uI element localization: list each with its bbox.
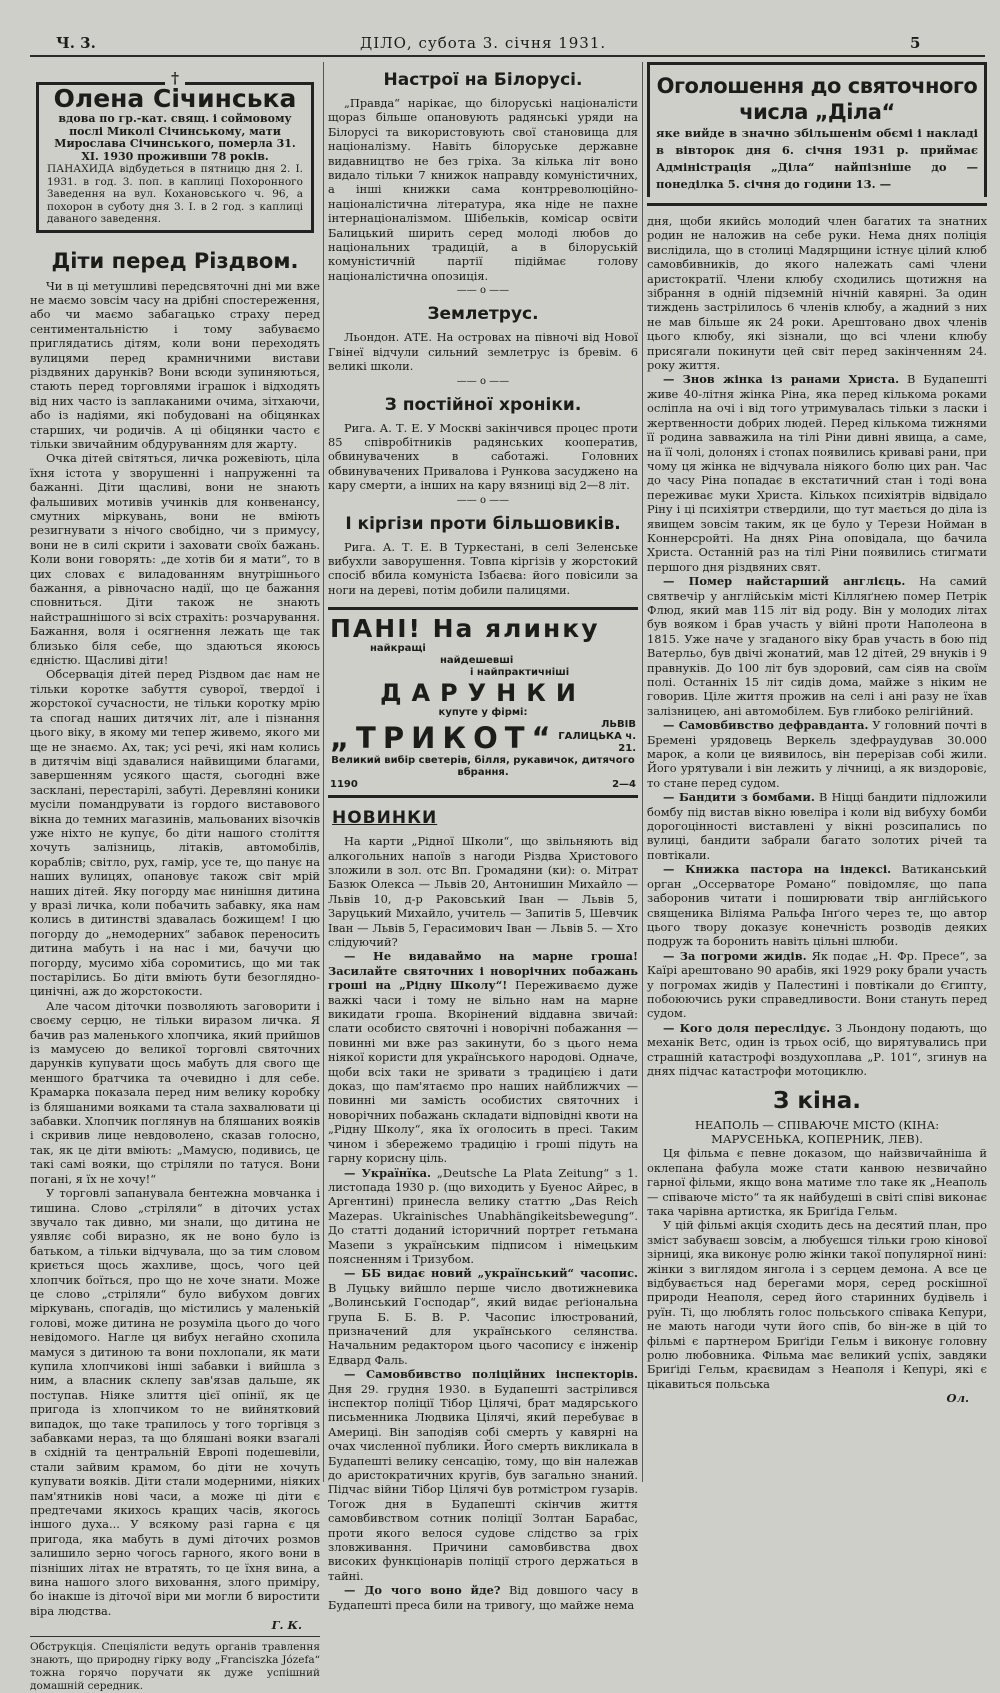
advert-text: купуте у фірмі: (438, 707, 528, 719)
cinema-paragraph: У цій фільмі акція сходить десь на десятий план, про зміст забуваєш зовсім, а любуєшся тільки грою кінової зірниці, яка виконує ролю жінки такої популярної нині: жінки з виглядом янгола і з серцем демона. А все це відбувається над берегами моря, серед роскішної природи Неаполя, серед його старинних будівель і руїн. Ті, що люблять голос польського співака Кепури, не мають нагоди чути його спів, бо він-же в цій то фільмі є партнером Бриґіди Гельм і виконує головну ролю любовника. Фільма має великий успіх, завдяки Бриґіді Гельм, краєвидам з Неаполя і Кепурі, які є цікавиться польська (647, 1218, 987, 1391)
section-title: Настрої на Білорусі. (383, 70, 583, 90)
page-header (0, 0, 1000, 56)
news-body: На самий святвечір у англійськім місті Кілляґнею помер Петрік Флюд, який мав 115 літ від роду. Він у молодих літах був вояком і брав участь у війні проти Наполеона в 1815. Уже наче у згаданого віку брав участь в бою під Ватерльо, був двічі жонатий, мав 12 дітей, 29 внуків і 9 правнуків. До 100 літ був здоровий, сам сіяв на своїм полі. Останніх 15 літ сидів дома, майже з ніким не говорив. Ціле життя прожив на селі і ані разу не їхав залізницею, ані автомобілем. Був глибоко релігійний. (647, 574, 988, 718)
column-divider (642, 62, 643, 1482)
news-lead: — Не видаваймо на марне гроша! Засилайте святочних і новорічних побажань гроші на „Рідну Школу“! (328, 949, 638, 993)
advert-text: Великий вибір светерів, білля, рукавичок, дитячого вбрання. (331, 755, 635, 779)
article-paragraph: У торговлі запанувала бентежна мовчанка і тишина. Слово „стріляли“ в діточих устах звучало так дивно, ми знали, що дитина не уявляє собі виразно, як не воно було із батьком, а тільки відчувала, що за тим словом криється щось жахливе, щось, чого цей хлопчик боїться, про що не хоче знати. Може це слово „стріляли“ було вибухом довгих міркувань, спогадів, що містились у маленькій голові, може дитина не розуміла цього до чого невідомого. Нагле ця вибух негайно схопила мамуся з дитиною та вони похлопали, як мати купила хлопчикові інші забавки і вийшла з ним, а власник склепу зав'язав дальше, як поступав. Ніяке злиття цієї опінії, як це пригода із хлопчиком то не вийнятковий випадок, що таке трапилось у того торгівця з забавками нераз, та що бляшані вояки взагалі в східній та центральній Европі подешевіли, стали зайвим крамом, бо діти не хочуть купувати вояків. Діти стали модерними, ніяких пам'ятників нові часи, а може ці діти є предтечами якихось кращих часів, якогось іншого духа... У всякому разі гарна є ця пригода, яка мабуть в думі діточих розмов залишило зерно чогось гарного, якого вони в пізніших літах не втратять, то це їхня вина, а вина нашого злого виховання, злого приміру, бо інакше із діточої віри ми могли б виростити віра людства. (30, 1186, 320, 1618)
news-item (647, 862, 987, 948)
article-signature: Г. К. (271, 1618, 302, 1633)
news-item (328, 1367, 638, 1583)
announcement-text: яке вийде в значно збільшенім обємі і накладі в вівторок дня 6. січня 1931 р. приймає Адміністрація „Діла“ найпізніше до — понеділка 5. січня до години 13. — (656, 126, 978, 191)
advert-headline: ПАНІ! На ялинку (330, 614, 600, 644)
cinema-paragraph: Ця фільма є певне доказом, що найзвичайніша й оклепана фабула може стати канвою незвичайно гарної фільми, якщо вона матиме тло таке як „Неаполь — співаюче місто“ та як найбудеші в світі співі виконає така чарівна артистка, як Бриґіда Гельм. (647, 1146, 987, 1218)
news-body: В Луцьку вийшло перше число двотижневика „Волинський Господар“, який видає реґіональна група Б. Б. В. Р. Часопис ілюстрований, призначений для українського селянства. Начальним редактором цього часопису є інженір Едвард Фаль. (328, 1280, 638, 1367)
section-text: Льондон. АТЕ. На островах на півночі від Нової Гвінеї відчули сильний землетрус із бревім. 6 великі школи. (328, 330, 638, 374)
column-divider (323, 62, 324, 1482)
announcement-title: Оголошення до святочного числа „Діла“ (656, 74, 978, 124)
divider (30, 1636, 320, 1637)
advert-code: 2—4 (612, 779, 636, 791)
news-lead: — Кого доля переслідує. (663, 1020, 831, 1035)
news-continuation: дня, щоби якийсь молодий член багатих та знатних родин не наложив на себе руки. Нема днях поліція вислідила, що в столиці Мадярщини істнує цілий клюб самовбивників, до якого належать самі члени аристократії. Члени клюбу сходились щотижня на зібрання в одній підземній нічній кавярні. За один тиждень застрілилось 6 членів клюбу, а жадний з них не мав більше як 24 роки. Арештовано двох членів цього клюбу, які зізнали, що всі члени клюбу присягали покинути цей світ перед закінченням 24. року життя. (647, 214, 987, 373)
cinema-title: З кіна. (773, 1088, 861, 1115)
news-body: „Deutsche La Plata Zeitung“ з 1. листопада 1930 р. (що виходить у Буенос Айрес, в Аргентині) принесла велику статтю „Das Reich Mazepas. Ukrainisches Unabhängikeitsbewegung“. До статті доданий історичний портрет гетьмана Мазепи з українським підписом і німецьким поясненням і Тризубом. (328, 1165, 638, 1266)
news-item (647, 949, 987, 1021)
news-lead: — Самовбивство поліційних інспекторів. (344, 1367, 638, 1382)
news-body: З Льондону подають, що механік Ветс, один із трьох осіб, що вирятувались при страшній катастрофі воздухоплава „Р. 101“, згинув на днях підчас катастрофи мотоциклю. (647, 1020, 987, 1078)
divider (647, 203, 987, 206)
divider: —— o —— (456, 494, 510, 506)
advert-code: 1190 (330, 779, 358, 791)
page-number: 5 (910, 34, 921, 52)
news-item (328, 1266, 638, 1367)
advert-text: і найпрактичніші (470, 667, 570, 679)
news-lead: — За погроми жидів. (663, 948, 807, 963)
news-lead: — Книжка пастора на індексі. (663, 862, 892, 877)
obituary-box (36, 69, 314, 233)
news-lead: — Знов жінка із ранами Христа. (663, 372, 900, 387)
column-3 (647, 62, 987, 1492)
news-body: В Будапешті живе 40-літня жінка Ріна, яка перед кількома роками осліпла на очі і від того утримувалась тільки з ласки і жертвенности добрих людей. Перед кількома тижнями її родина завважила на тілі Ріни дивні явища, а саме, на її чолі, долонях і стопах появились криваві рани, при чому ця жінка не відчувала ніякого болю цих ран. Час до часу Ріна попадає в екстатичний стан і тоді вона переживає муки Христа. Кількох психіятрів відвідало Ріну і ці психіятри ствердили, що тут мається до діла із явищем зовсім таким, як це було у Терези Нойман в Коннерсройті. На днях Ріна оповідала, що бачила Христа. Останній раз на тілі Ріни появились стигмати першого дня різдвяних свят. (647, 372, 988, 574)
announcement-box (647, 62, 987, 197)
news-body: Ватиканський орган „Оссерваторе Романо“ повідомляє, що папа заборонив читати і поширювати твір англійського священика Віліяма Ральфа Інґого через те, що автор цього твору доказує конечність розводів деяких подруж та боронить навіть цільні шлюби. (647, 862, 988, 949)
news-body: Від довшого часу в Будапешті преса били на тривогу, що майже нема (328, 1583, 639, 1612)
section-text: Рига. А. Т. Е. В Туркестані, в селі Зеленське вибухли заворушення. Товпа кіргізів у жорстокий спосіб вбила комуніста Ізбаєва: його повісили за ноги на дереві, потім добили палицями. (328, 539, 638, 597)
news-body: У головний почті в Бремені урядовець Веркель здефраудував 30.000 марок, а коли це виявилось, він перерізав собі жили. Його урятували і він лежить у лічниці, а як виздоровіє, то стане перед судом. (647, 718, 987, 790)
obituary-text: вдова по гр.-кат. свящ. і соймовому послі Миколі Січинському, мати Мирослава Січинського, померла 31. XI. 1930 проживши 78 років. (54, 112, 296, 163)
news-item (328, 949, 638, 1165)
news-body: В Ніцці бандити підложили бомбу під вистав вікно ювеліра і коли від вибуху бомби дорогоцінності виставлені у вікні розсипались по вулиці, бандити забрали багато золотих річей та повтікали. (647, 790, 988, 862)
advert-city: ЛЬВІВ (601, 719, 636, 731)
news-lead: — ББ видає новий „український“ часопис. (344, 1266, 638, 1281)
news-body: Переживаємо дуже важкі часи і тому не вільно нам на марне викидати гроша. Вкорінений віддавна звичай: слати особисто святочні і новорічні побажання — повинні ми вже раз закинути, бо з цього нема ніякої користи для українського народові. Одначе, щоби всіх таки не зривати з традицією і дати доказ, що пам'ятаємо про наших найближчих — повинні ми замість особистих святочних і новорічних побажань складати відповідні квоти на „Рідну Школу“, яка їх оголосить в пресі. Таким чином і збережемо традицію і гроші підуть на гарну корисну ціль. (328, 978, 638, 1166)
news-lead: — Самовбивство дефравданта. (663, 718, 869, 733)
masthead: ДІЛО, субота 3. січня 1931. (360, 34, 607, 52)
trykot-advert (328, 607, 638, 798)
news-item (647, 718, 987, 790)
news-lead: — Бандити з бомбами. (663, 790, 815, 805)
article-paragraph: Очка дітей світяться, личка рожевіють, ціла їхня істота у зворушенні і напруженні та бажанні. Діти щасливі, вони не знають фальшивих мотивів учинків для конвенансу, смутних міркувань, вони не вміють резигнувати з нічого свобідно, чи з примусу, вони не в силі скрити і заховати своїх бажань. Коли вони говорять: „де хотів би я мати“, то в цих словах є виладованням внутрішнього бажання, а рівночасно надії, що це бажання сповниться. Діти також не знають найстрашнішого зі всіх страхіть: розчарування. Бажання, воля і осягнення лежать ще так близько біля себе, що здаються якоюсь єдністю. Щасливі діти! (30, 451, 320, 668)
article-title: Діти перед Різдвом. (51, 248, 299, 273)
article-paragraph: Обсервація дітей перед Різдвом дає нам не тільки коротке забуття суворої, твердої і жорстокої сучасности, не тільки коротку мрію та спогад наших дитячих літ, але і пізнання цього віку, в якому ми тепер живемо, якого ми ще не знаємо. Ах, так; усі речі, які нам колись в дитячім віці здавалися найвищими благами, завершенням усякого щастя, сьогодні вже засклані, перестарілі, забуті. Деревляні коники мусіли помандрувати із гордого виставового вікна до темних магазинів, мальованих візочків уже ніхто не купує, бо діти нашого століття хочуть залізниць, літаків, автомобілів, кораблів; світло, рух, гамір, усе те, що панує на наших вулицях, опановує також світ мрій наших дітей. Яку погорду має нинішня дитина у вразі личка, коли побачить забавку, яка нам колись в дитинстві здавалась божищем! І цю погорду до „немодерних“ забавок переносить дитина мабуть і на нас і ми, бачучи цю погорду, мусимо хіба соромитись, що ми так постарілись. Бо діти вміють бути безоглядно-цинічні, аж до жорстокости. (30, 667, 320, 999)
advert-note: Обструкція. Спеціялісти ведуть органів травлення знають, що природну гірку воду „Franciszka Józefa“ тожна горячо поручати як дуже успішний домашній середник. (30, 1641, 320, 1693)
section-text: „Правда“ нарікає, що білоруські націоналісти щораз більше опановують радянські уряди на Білорусі та використовують свої становища для націоналізму. Навіть білоруське державне видавництво не без гріха. За кілька літ воно видало тільки 7 книжок направду комуністичних, а інші книжки сама контрреволюційно-націоналістична література, яка ніде не пахне інтернаціоналізмом. Шібельків, комісар освіти Балицький ширить серед молоді любов до національних традицій, а в білоруській комуністичній партії підіймає голову націоналістична опозиція. (328, 96, 638, 283)
news-item (647, 790, 987, 862)
news-body: Як подає „Н. Фр. Пресе“, за Каїрі арештовано 90 арабів, які 1929 року брали участь у погромах жидів у Палестині і повтікали до Єгипту, побоюючись руки справедливости. Вони стануть перед судом. (647, 948, 987, 1021)
divider: —— o —— (456, 285, 510, 297)
section-text: Рига. А. Т. Е. У Москві закінчився процес проти 85 співробітників радянських кооператив, обвинувачених в саботажі. Головних обвинувачених Привалова і Рункова засуджено на кару смерти, а інших на кару вязниці від 2—8 літ. (328, 420, 638, 493)
advert-gifts: ДАРУНКИ (380, 679, 586, 708)
news-item (647, 372, 987, 574)
cinema-subtitle: НЕАПОЛЬ — СПІВАЮЧЕ МІСТО (КІНА: МАРУСЕНЬКА, КОПЕРНИК, ЛЕВ). (694, 1118, 940, 1147)
column-2 (328, 62, 639, 1612)
advert-text: найкращі (370, 643, 426, 655)
news-lead: — Помер найстарший англієць. (663, 574, 906, 589)
obituary-name: Олена Січинська (53, 84, 297, 113)
news-item (647, 574, 987, 718)
news-item (647, 1021, 987, 1079)
news-item: На карти „Рідної Школи“, що звільняють від алкогольних напоїв з нагоди Різдва Христового зложили в зол. отс Вп. Громадяни (ки): о. Мітрат Базюк Олекса — Львів 20, Антонишин Михайло — Львів 10, д-р Раковський Іван — Львів 5, Заруцький Михайло, учитель — Запитів 5, Шевчик Іван — Львів 5, Герасимович Іван — Львів 5. — Хто слідуючий? (328, 834, 638, 949)
article-paragraph: Але часом діточки позволяють заговорити і своєму серцю, не тільки виразом личка. Я бачив раз маленького хлопчика, який прийшов із мамусею до великої торговлі святочних дарунків купувати щось мабуть для свого ще меншого братчика та очевидно і для себе. Крамарка показала перед ним велику коробку із бляшаними вояками та стала захвалювати ці забавки. Хлопчик поглянув на бляшаних вояків і скривив лице невдоволено, сказав голосно, так, як це діти вміють: „Мамусю, подивись, це такі самі вояки, що стріляли по татуся. Вони погані, я їх не хочу!“ (30, 998, 320, 1186)
advert-address: ГАЛИЦЬКА ч. 21. (558, 731, 636, 755)
news-lead: — Українїка. (344, 1165, 432, 1180)
news-lead: — До чого воно йде? (344, 1583, 501, 1598)
section-title: З постійної хроніки. (384, 394, 582, 415)
section-title: Землетрус. (427, 304, 539, 325)
column-1 (30, 62, 320, 1693)
advert-text: найдешевші (440, 655, 514, 667)
page-issue: Ч. 3. (56, 34, 96, 52)
cinema-signature: Ол. (946, 1391, 969, 1406)
news-heading: НОВИНКИ (332, 808, 438, 829)
article-paragraph: Чи в ці метушливі передсвяточні дні ми вже не маємо зовсім часу на дрібні спостереження, або чи маємо забагацько страху перед сентиментальністю і тому забуваємо приглядатись дітям, коли вони переходять вулицями перед крамничними вистави різдвяних дарунків? Вони всюди зупиняються, стають перед торговлями іграшок і відходять від них часто із заплаканими очима, зітхаючи, або із надіями, які побудовані на обіцянках старших, чи родичів. А ці обіцянки часто є тільки звичайним обдуруванням для жарту. (30, 278, 320, 451)
section-title: І кіргізи проти більшовиків. (345, 513, 621, 534)
news-item (328, 1166, 638, 1267)
news-item (328, 1583, 638, 1612)
obituary-service: ПАНАХИДА відбудеться в пятницю дня 2. І. 1931. в год. 3. поп. в каплиці Похоронного Заведення на вул. Кохановського ч. 96, а похорон в суботу дня 3. І. в 2 год. з каплиці даваного заведення. (47, 163, 303, 225)
divider: —— o —— (456, 375, 510, 387)
cross-icon: † (165, 71, 185, 85)
header-rule (30, 55, 985, 57)
news-body: Дня 29. грудня 1930. в Будапешті застрілився інспектор поліції Тібор Цілячі, брат мадярського письменника Людвика Цілячі, який перебуває в Америці. Він заподіяв собі смерть у кавярні на очах численної публики. Його смерть викликала в Будапешті велику сенсацію, тому, що він належав до аристократичних кругів, був загально знаний. Підчас війни Тібор Цілячі був ротмістром гузарів. Тогож дня в Будапешті скінчив життя самовбивством сотник поліції Золтан Барабас, проти якого велося судове слідство за гріх зловживання. Причини самовбивства двох високих функціонарів поліції строго держаться в тайні. (328, 1381, 638, 1583)
advert-brand: „ТРИКОТ“ (330, 721, 558, 756)
